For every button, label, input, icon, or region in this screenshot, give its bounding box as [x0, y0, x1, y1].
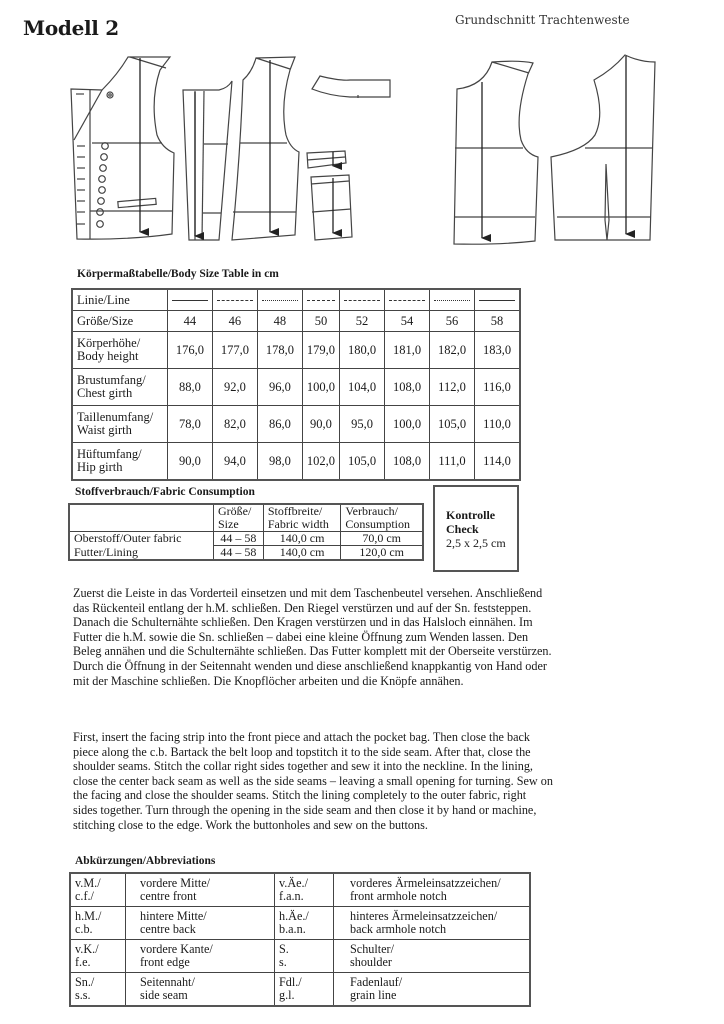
table-cell: 108,0 [385, 443, 430, 481]
table-row [72, 332, 520, 369]
fabric-consumption-table [68, 503, 424, 561]
meaning-en: front armhole notch [350, 889, 447, 903]
table-cell: 183,0 [475, 332, 521, 369]
table-row [70, 873, 530, 907]
table-cell: 116,0 [475, 369, 521, 406]
column-header-width [263, 504, 341, 532]
header-en: Fabric width [267, 517, 329, 531]
line-sample-52 [340, 289, 385, 311]
abbr-de: Fdl./ [279, 975, 302, 989]
dot-long-dash-line-icon [479, 300, 515, 301]
abbr-de: v.M./ [75, 876, 101, 890]
table-cell: 140,0 cm [263, 546, 341, 561]
abbr-meaning [126, 907, 275, 940]
abbr-meaning [334, 973, 531, 1007]
row-label: Oberstoff/Outer fabric [69, 532, 214, 546]
table-row [72, 443, 520, 481]
basic-back-piece-drawing [551, 55, 655, 240]
header-en: Size [218, 517, 239, 531]
abbreviations-heading: Abkürzungen/Abbreviations [75, 855, 216, 867]
row-label-en: Body height [77, 349, 139, 363]
table-cell: 50 [302, 311, 339, 332]
meaning-de: vorderes Ärmeleinsatzzeichen/ [350, 876, 501, 890]
abbr-en: s.s. [75, 988, 91, 1002]
table-cell: 52 [340, 311, 385, 332]
table-cell: 44 – 58 [214, 532, 264, 546]
buttonhole-marks [77, 146, 85, 224]
row-label [72, 406, 167, 443]
row-label-de: Brustumfang/ [77, 373, 146, 387]
body-size-table [71, 288, 521, 481]
dash-line-icon [344, 300, 380, 301]
table-row [69, 532, 423, 546]
table-cell: 58 [475, 311, 521, 332]
column-header-consumption [341, 504, 423, 532]
row-label: Linie/Line [72, 289, 167, 311]
check-label-de: Kontrolle [446, 508, 496, 522]
abbr-en: g.l. [279, 988, 295, 1002]
pocket-bag-drawing [311, 175, 352, 240]
abbr-de: h.Äe./ [279, 909, 309, 923]
table-cell: 44 [167, 311, 212, 332]
table-cell: 100,0 [385, 406, 430, 443]
meaning-en: shoulder [350, 955, 392, 969]
table-cell: 54 [385, 311, 430, 332]
abbr-key [275, 907, 334, 940]
table-cell: 181,0 [385, 332, 430, 369]
abbr-key [275, 940, 334, 973]
basic-front-piece-drawing [454, 61, 538, 244]
row-label-de: Körperhöhe/ [77, 336, 141, 350]
meaning-en: centre back [140, 922, 196, 936]
table-cell: 44 – 58 [214, 546, 264, 561]
row-label: Futter/Lining [69, 546, 214, 561]
table-cell: 90,0 [167, 443, 212, 481]
control-check-box [433, 485, 519, 572]
row-label-en: Hip girth [77, 460, 123, 474]
meaning-en: centre front [140, 889, 197, 903]
table-cell: 56 [430, 311, 475, 332]
long-dash-line-icon [217, 300, 253, 301]
row-label [72, 332, 167, 369]
abbr-de: S. [279, 942, 289, 956]
row-label-en: Waist girth [77, 423, 132, 437]
meaning-de: Seitennaht/ [140, 975, 195, 989]
abbr-de: v.K./ [75, 942, 99, 956]
button-icons [97, 143, 109, 228]
header-de: Stoffbreite/ [267, 504, 323, 518]
line-sample-56 [430, 289, 475, 311]
table-cell: 92,0 [212, 369, 257, 406]
check-size: 2,5 x 2,5 cm [446, 536, 506, 550]
side-panel-drawing [183, 81, 232, 240]
body-size-table-heading: Körpermaßtabelle/Body Size Table in cm [77, 268, 279, 280]
table-row [69, 546, 423, 561]
table-cell: 48 [257, 311, 302, 332]
table-row [72, 369, 520, 406]
table-row [72, 406, 520, 443]
row-label-en: Chest girth [77, 386, 133, 400]
table-cell: 78,0 [167, 406, 212, 443]
table-cell: 110,0 [475, 406, 521, 443]
pattern-illustrations [0, 0, 724, 260]
meaning-de: vordere Mitte/ [140, 876, 211, 890]
abbr-de: v.Äe./ [279, 876, 308, 890]
table-cell: 105,0 [340, 443, 385, 481]
abbr-meaning [334, 907, 531, 940]
table-cell: 96,0 [257, 369, 302, 406]
abbr-en: c.f./ [75, 889, 94, 903]
header-de: Größe/ [218, 504, 252, 518]
meaning-en: grain line [350, 988, 397, 1002]
abbr-key [70, 907, 126, 940]
dotted-line-icon [262, 300, 298, 301]
dash-long-dash-line-icon [389, 300, 425, 301]
table-cell: 46 [212, 311, 257, 332]
empty-header-cell [69, 504, 214, 532]
fine-dotted-line-icon [434, 300, 470, 301]
front-piece-drawing [71, 57, 174, 239]
check-label-en: Check [446, 522, 479, 536]
table-cell: 108,0 [385, 369, 430, 406]
instructions-english: First, insert the facing strip into the front piece and attach the pocket bag. Then close the back piece along the c.b. Bartack the belt loop and topstitch it to the side seam. After that, close the shoulder seams. Stitch the collar right sides together and sew it into the neckline. In the lining, close the center back seam as well as the side seams – leaving a small opening for turning. Sew on the facing and close the shoulder seams. Stitch the lining completely to the outer fabric, right sides together. Turn through the opening in the side seam and then close it by hand or machine, stitching close to the edge. Work the buttonholes and sew on the buttons. [73, 730, 553, 832]
meaning-de: vordere Kante/ [140, 942, 213, 956]
header-en: Consumption [345, 517, 411, 531]
row-label: Größe/Size [72, 311, 167, 332]
table-row [70, 973, 530, 1007]
table-cell: 112,0 [430, 369, 475, 406]
table-cell: 140,0 cm [263, 532, 341, 546]
table-cell: 105,0 [430, 406, 475, 443]
abbr-de: h.M./ [75, 909, 102, 923]
abbr-key [275, 873, 334, 907]
table-cell: 182,0 [430, 332, 475, 369]
page-subtitle: Grundschnitt Trachtenweste [455, 13, 630, 27]
table-row [70, 907, 530, 940]
table-cell: 88,0 [167, 369, 212, 406]
table-cell: 86,0 [257, 406, 302, 443]
abbr-meaning [334, 873, 531, 907]
short-long-dash-line-icon [307, 300, 335, 301]
instructions-german: Zuerst die Leiste in das Vorderteil einsetzen und mit dem Taschenbeutel versehen. Anschließend das Rückenteil entlang der h.M. schließen. Den Riegel verstürzen und auf der Sn. feststeppen. Danach die Schulternähte schließen. Den Kragen verstürzen und in das Halsloch einnähen. Im Futter die h.M. sowie die Sn. schließen – dabei eine kleine Öffnung zum Wenden lassen. Den Beleg annähen und die Schulternähte schließen. Das Futter komplett mit der Oberseite verstürzen. Durch die Öffnung in der Seitennaht wenden und diese anschließend knappkantig von Hand oder mit der Maschine schließen. Die Knopflöcher arbeiten und die Knöpfe annähen. [73, 586, 552, 688]
line-style-row [72, 289, 520, 311]
line-sample-58 [475, 289, 521, 311]
table-cell: 180,0 [340, 332, 385, 369]
meaning-de: hinteres Ärmeleinsatzzeichen/ [350, 909, 498, 923]
abbreviations-table [69, 872, 531, 1007]
abbr-meaning [334, 940, 531, 973]
row-label [72, 443, 167, 481]
table-cell: 114,0 [475, 443, 521, 481]
table-cell: 177,0 [212, 332, 257, 369]
column-header-size [214, 504, 264, 532]
row-label [72, 369, 167, 406]
back-piece-drawing [232, 57, 299, 240]
abbr-meaning [126, 940, 275, 973]
header-de: Verbrauch/ [345, 504, 398, 518]
abbr-key [70, 973, 126, 1007]
meaning-en: back armhole notch [350, 922, 447, 936]
line-sample-54 [385, 289, 430, 311]
table-cell: 104,0 [340, 369, 385, 406]
table-cell: 70,0 cm [341, 532, 423, 546]
page-title: Modell 2 [23, 16, 119, 40]
table-header-row [69, 504, 423, 532]
meaning-en: side seam [140, 988, 188, 1002]
table-cell: 102,0 [302, 443, 339, 481]
table-cell: 120,0 cm [341, 546, 423, 561]
meaning-de: Schulter/ [350, 942, 395, 956]
abbr-key [70, 940, 126, 973]
table-cell: 82,0 [212, 406, 257, 443]
fabric-consumption-heading: Stoffverbrauch/Fabric Consumption [75, 486, 255, 498]
solid-line-icon [172, 300, 208, 301]
meaning-de: Fadenlauf/ [350, 975, 403, 989]
table-cell: 176,0 [167, 332, 212, 369]
abbr-en: s. [279, 955, 287, 969]
table-row [70, 940, 530, 973]
collar-drawing [312, 76, 390, 98]
abbr-meaning [126, 873, 275, 907]
abbr-en: f.e. [75, 955, 91, 969]
abbr-de: Sn./ [75, 975, 95, 989]
row-label-de: Hüftumfang/ [77, 447, 142, 461]
meaning-de: hintere Mitte/ [140, 909, 207, 923]
abbr-key [70, 873, 126, 907]
row-label-de: Taillenumfang/ [77, 410, 154, 424]
abbr-en: c.b. [75, 922, 93, 936]
table-cell: 98,0 [257, 443, 302, 481]
table-cell: 94,0 [212, 443, 257, 481]
table-row [72, 311, 520, 332]
abbr-en: f.a.n. [279, 889, 304, 903]
meaning-en: front edge [140, 955, 190, 969]
line-sample-50 [302, 289, 339, 311]
abbr-en: b.a.n. [279, 922, 306, 936]
table-cell: 178,0 [257, 332, 302, 369]
table-cell: 179,0 [302, 332, 339, 369]
table-cell: 95,0 [340, 406, 385, 443]
abbr-key [275, 973, 334, 1007]
table-cell: 90,0 [302, 406, 339, 443]
line-sample-46 [212, 289, 257, 311]
line-sample-48 [257, 289, 302, 311]
table-cell: 111,0 [430, 443, 475, 481]
belt-loop-drawing [307, 151, 346, 168]
line-sample-44 [167, 289, 212, 311]
table-cell: 100,0 [302, 369, 339, 406]
abbr-meaning [126, 973, 275, 1007]
